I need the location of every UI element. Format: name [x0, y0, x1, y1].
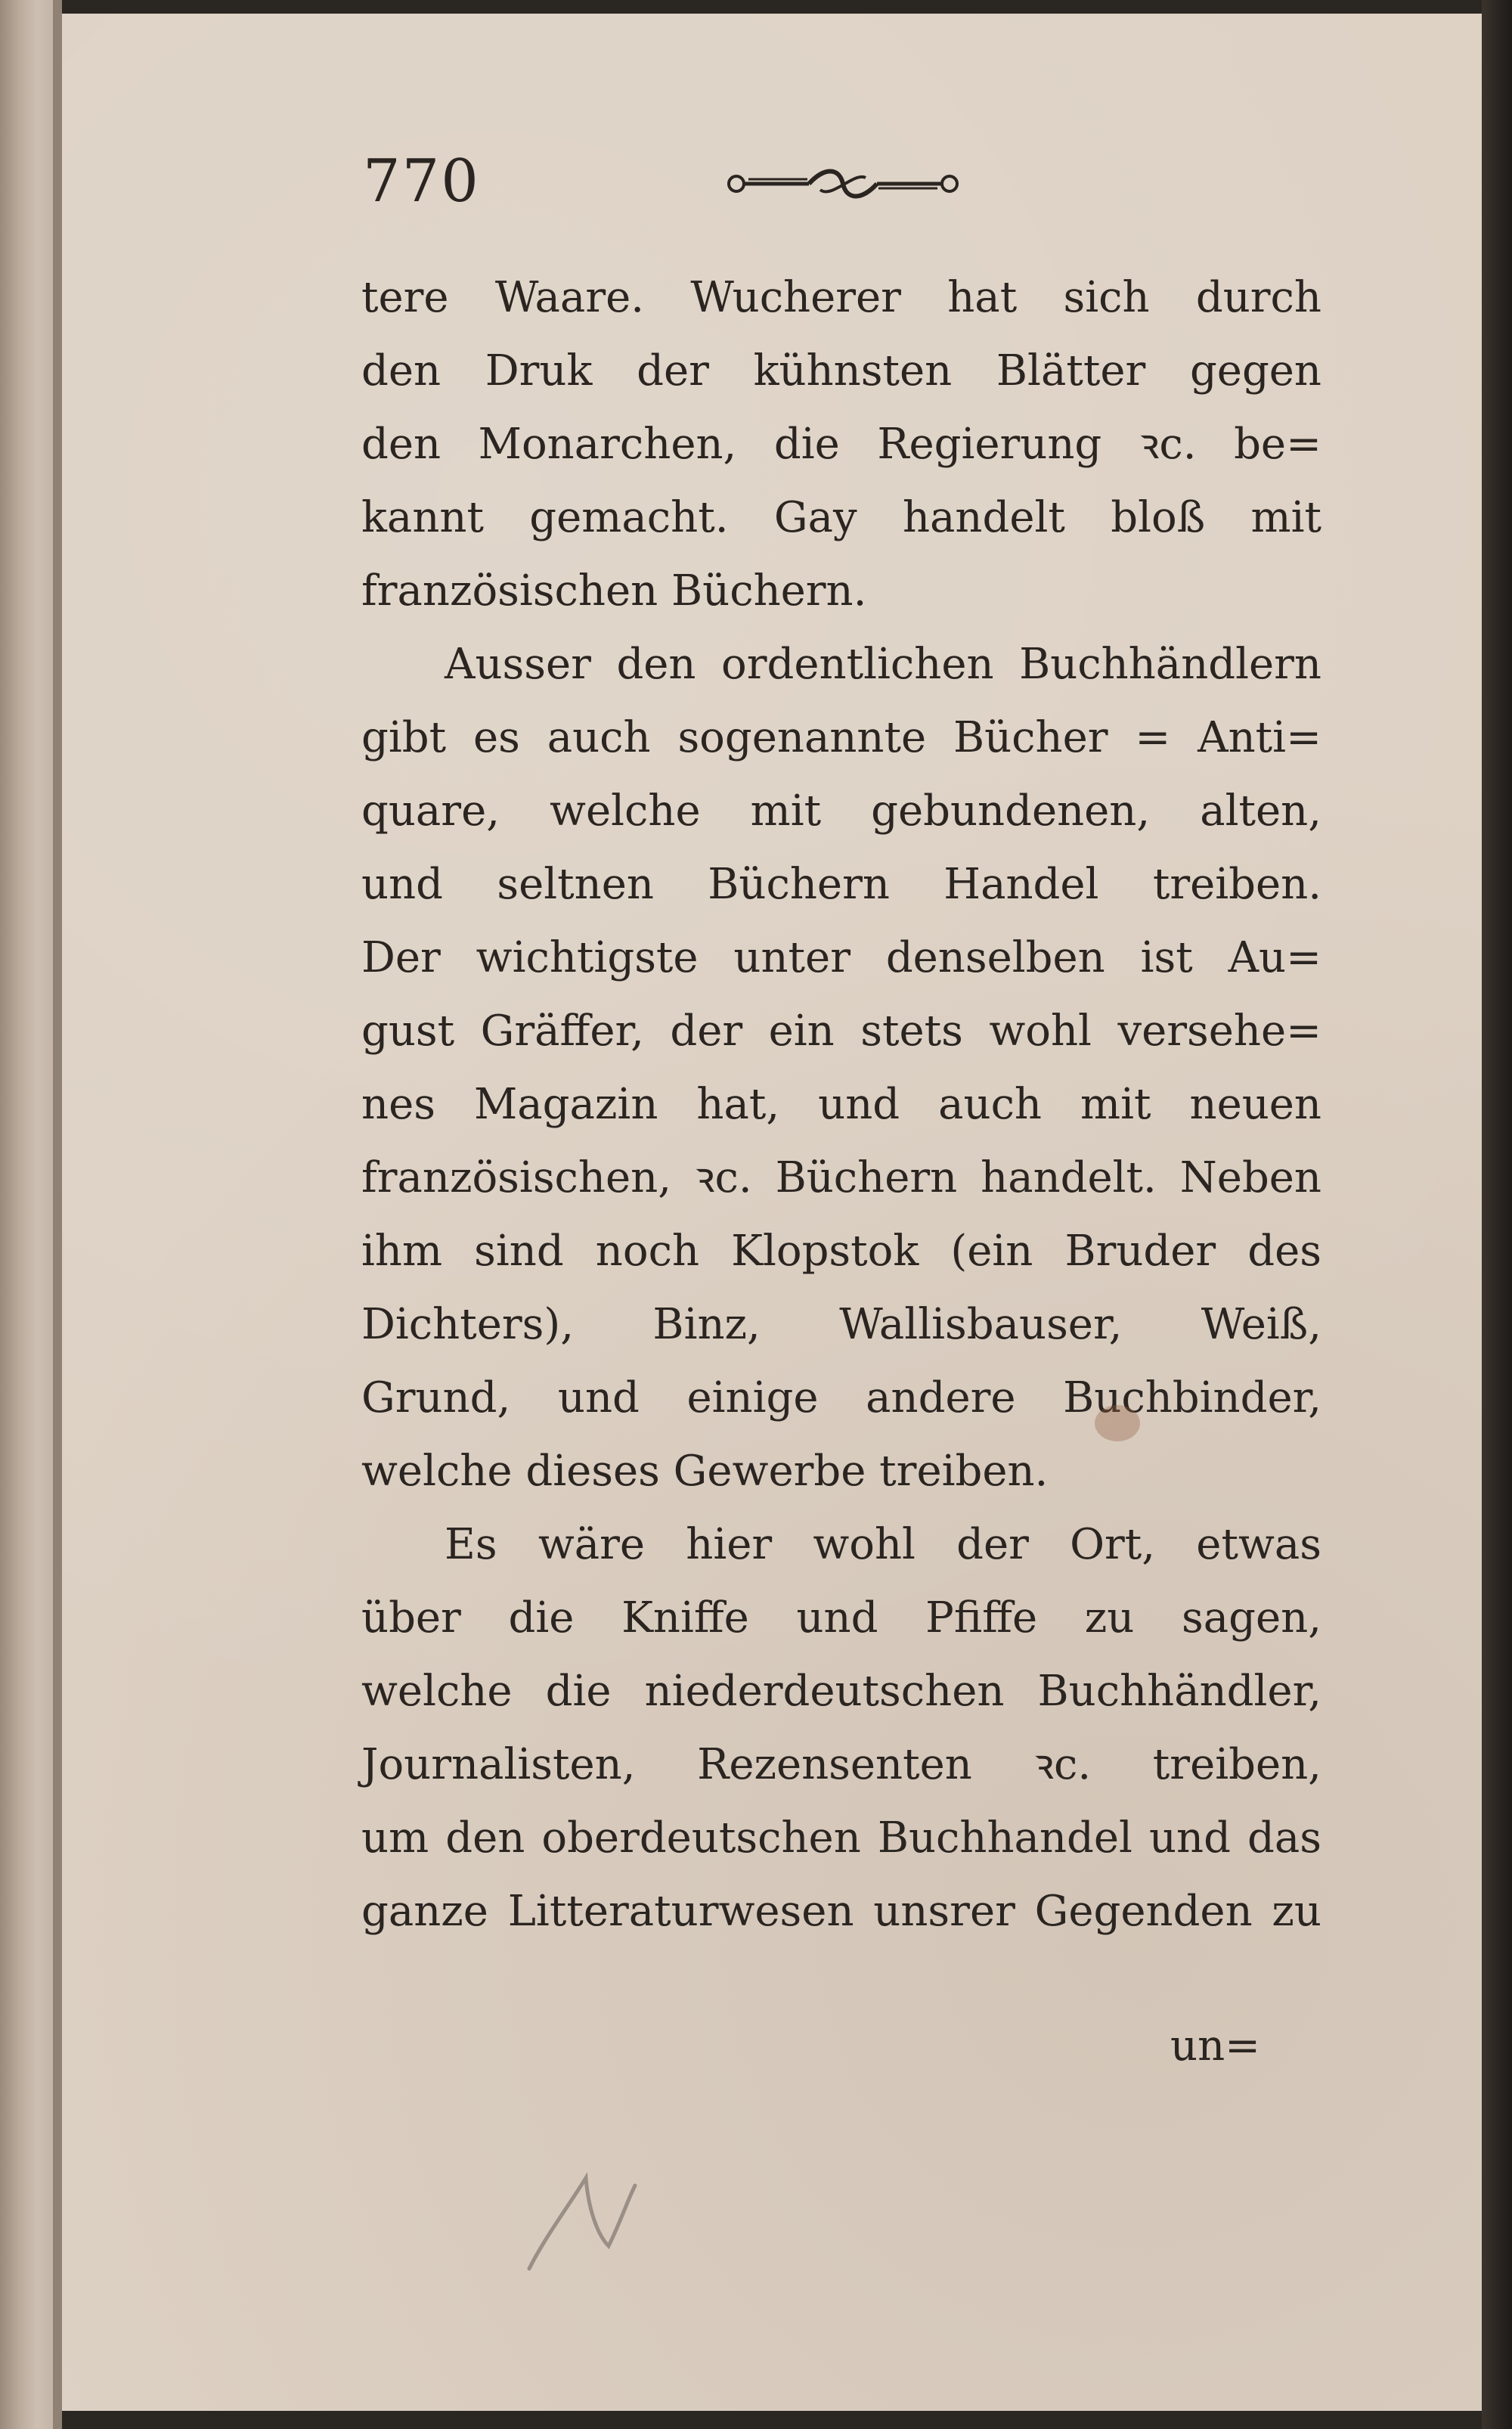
page-header: [363, 147, 1331, 216]
text-line: über die Kniffe und Pfiffe zu sagen,: [361, 1593, 1321, 1643]
text-line: französischen Büchern.: [361, 566, 867, 616]
text-line: gust Gräffer, der ein stets wohl versehe=: [361, 1007, 1321, 1056]
text-line: welche dieses Gewerbe treiben.: [361, 1447, 1049, 1496]
text-line: tere Waare. Wucherer hat sich durch: [361, 273, 1321, 322]
text-line: Ausser den ordentlichen Buchhändlern: [445, 640, 1321, 689]
text-line: kannt gemacht. Gay handelt bloß mit: [361, 493, 1321, 542]
text-line: um den oberdeutschen Buchhandel und das: [361, 1813, 1321, 1863]
paper-stain: [1095, 1405, 1140, 1441]
page-edge-right: [1482, 0, 1512, 2429]
text-line: ihm sind noch Klopstok (ein Bruder des: [361, 1227, 1321, 1276]
catchword: un=: [1170, 2021, 1261, 2071]
ornament-icon: [726, 161, 960, 206]
binding-rule: [53, 0, 62, 2429]
text-line: und seltnen Büchern Handel treiben.: [361, 860, 1321, 909]
page-edge-left: [0, 0, 53, 2429]
text-line: den Druk der kühnsten Blätter gegen: [361, 346, 1321, 396]
text-line: Journalisten, Rezensenten ꝛc. treiben,: [361, 1740, 1321, 1789]
text-line: gibt es auch sogenannte Bücher = Anti=: [361, 713, 1321, 762]
text-line: welche die niederdeutschen Buchhändler,: [361, 1667, 1321, 1716]
text-line: Grund, und einige andere Buchbinder,: [361, 1373, 1321, 1422]
text-line: quare, welche mit gebundenen, alten,: [361, 786, 1321, 836]
text-line: französischen, ꝛc. Büchern handelt. Neben: [361, 1153, 1321, 1202]
page-number: 770: [363, 147, 480, 216]
text-line: den Monarchen, die Regierung ꝛc. be=: [361, 420, 1321, 469]
body-text: [361, 261, 1321, 1948]
text-line: ganze Litteraturwesen unsrer Gegenden zu: [361, 1887, 1321, 1936]
text-line: Der wichtigste unter denselben ist Au=: [361, 933, 1321, 982]
pencil-mark-icon: [514, 2163, 650, 2276]
text-line: nes Magazin hat, und auch mit neuen: [361, 1080, 1321, 1129]
text-line: Es wäre hier wohl der Ort, etwas: [445, 1520, 1321, 1569]
text-line: Dichters), Binz, Wallisbauser, Weiß,: [361, 1300, 1321, 1349]
